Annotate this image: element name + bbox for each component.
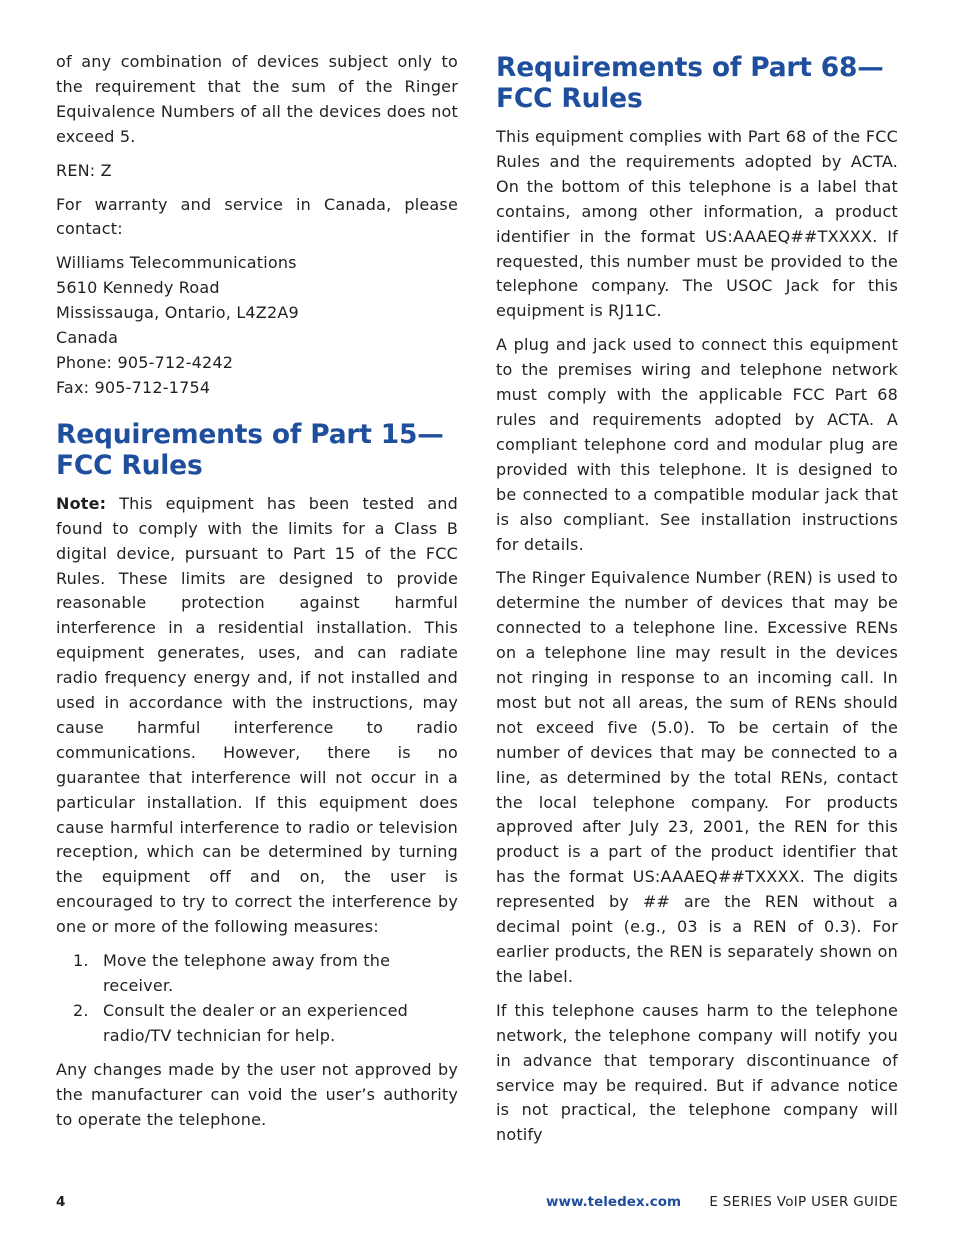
list-item-text: Consult the dealer or an experienced radio/TV technician for help. (103, 1000, 409, 1045)
contact-address (56, 251, 458, 400)
ren-value: REN: Z (56, 160, 112, 180)
address-fax: Fax: 905-712-1754 (56, 377, 211, 397)
heading-part-15-line1: Requirements of Part 15— (56, 418, 444, 450)
left-column (56, 50, 458, 1141)
heading-part-68-line1: Requirements of Part 68— (496, 52, 884, 83)
page-number: 4 (56, 1194, 66, 1210)
paragraph-note (56, 492, 458, 940)
heading-part-68 (496, 52, 898, 114)
paragraph-ren-combination: of any combination of devices subject only to the requirement that the sum of the Ringer Equivalence Numbers of all the devices does not exceed 5. (56, 52, 458, 146)
list-item (56, 949, 458, 999)
heading-part-68-line2: FCC Rules (496, 83, 643, 114)
address-city: Mississauga, Ontario, L4Z2A9 (56, 303, 299, 323)
heading-part-15-line2: FCC Rules (56, 449, 203, 481)
guide-title: E SERIES VoIP USER GUIDE (709, 1194, 898, 1210)
address-company: Williams Telecommunications (56, 253, 297, 273)
paragraph-ren: The Ringer Equivalence Number (REN) is used to determine the number of devices that may be connected to a telephone line. Excessive RENs on a telephone line may result in the devices not ringing in response to an incoming call. In most but not all areas, the sum of RENs should not exceed five (5.0). To be certain of the number of devices that may be connected to a line, as determined by the total RENs, contact the local telephone company. For products approved after July 23, 2001, the REN for this product is a part of the product identifier that has the format US:AAAEQ##TXXXX. The digits represented by ## are the REN without a decimal point (e.g., 03 is a REN of 0.3). For earlier products, the REN is separately shown on the label. (496, 568, 898, 986)
address-country: Canada (56, 328, 119, 348)
heading-part-15 (56, 419, 458, 481)
note-label: Note: (56, 493, 107, 513)
note-text: This equipment has been tested and found to comply with the limits for a Class B digital device, pursuant to Part 15 of the FCC Rules. These limits are designed to provide reasonable protection against harmful interference in a residential installation. This equipment generates, uses, and can radiate radio frequency energy and, if not installed and used in accordance with the instructions, may cause harmful interference to radio communications. However, there is no guarantee that interference will not occur in a particular installation. If this equipment does cause harmful interference to radio or television reception, which can be determined by turning the equipment off and on, the user is encouraged to try to correct the interference by one or more of the following measures: (56, 493, 458, 937)
list-item (56, 999, 458, 1049)
address-street: 5610 Kennedy Road (56, 278, 220, 298)
list-item-number: 1. (73, 951, 89, 971)
right-column (496, 50, 898, 1157)
paragraph-plug-jack: A plug and jack used to connect this equipment to the premises wiring and telephone network must comply with the applicable FCC Part 68 rules and requirements adopted by ACTA. A compliant telephone cord and modular plug are provided with this telephone. It is designed to be connected to a compatible modular jack that is also compliant. See installation instructions for details. (496, 335, 898, 554)
paragraph-harm: If this telephone causes harm to the telephone network, the telephone company will notify you in advance that temporary discontinuance of service may be required. But if advance notice is not practical, the telephone company will notify (496, 1000, 898, 1145)
measures-list (56, 949, 458, 1049)
paragraph-compliance: This equipment complies with Part 68 of the FCC Rules and the requirements adopted by ACTA. On the bottom of this telephone is a label that contains, among other information, a product identifier in the format US:AAAEQ##TXXXX. If requested, this number must be provided to the telephone company. The USOC Jack for this equipment is RJ11C. (496, 127, 898, 321)
page-footer (56, 1194, 898, 1214)
list-item-number: 2. (73, 1000, 89, 1020)
list-item-text: Move the telephone away from the receiver. (103, 951, 391, 995)
address-phone: Phone: 905-712-4242 (56, 352, 234, 372)
paragraph-warranty: For warranty and service in Canada, please contact: (56, 194, 458, 239)
paragraph-changes: Any changes made by the user not approved by the manufacturer can void the user’s authority to operate the telephone. (56, 1059, 458, 1129)
website-link[interactable]: www.teledex.com (546, 1194, 682, 1210)
